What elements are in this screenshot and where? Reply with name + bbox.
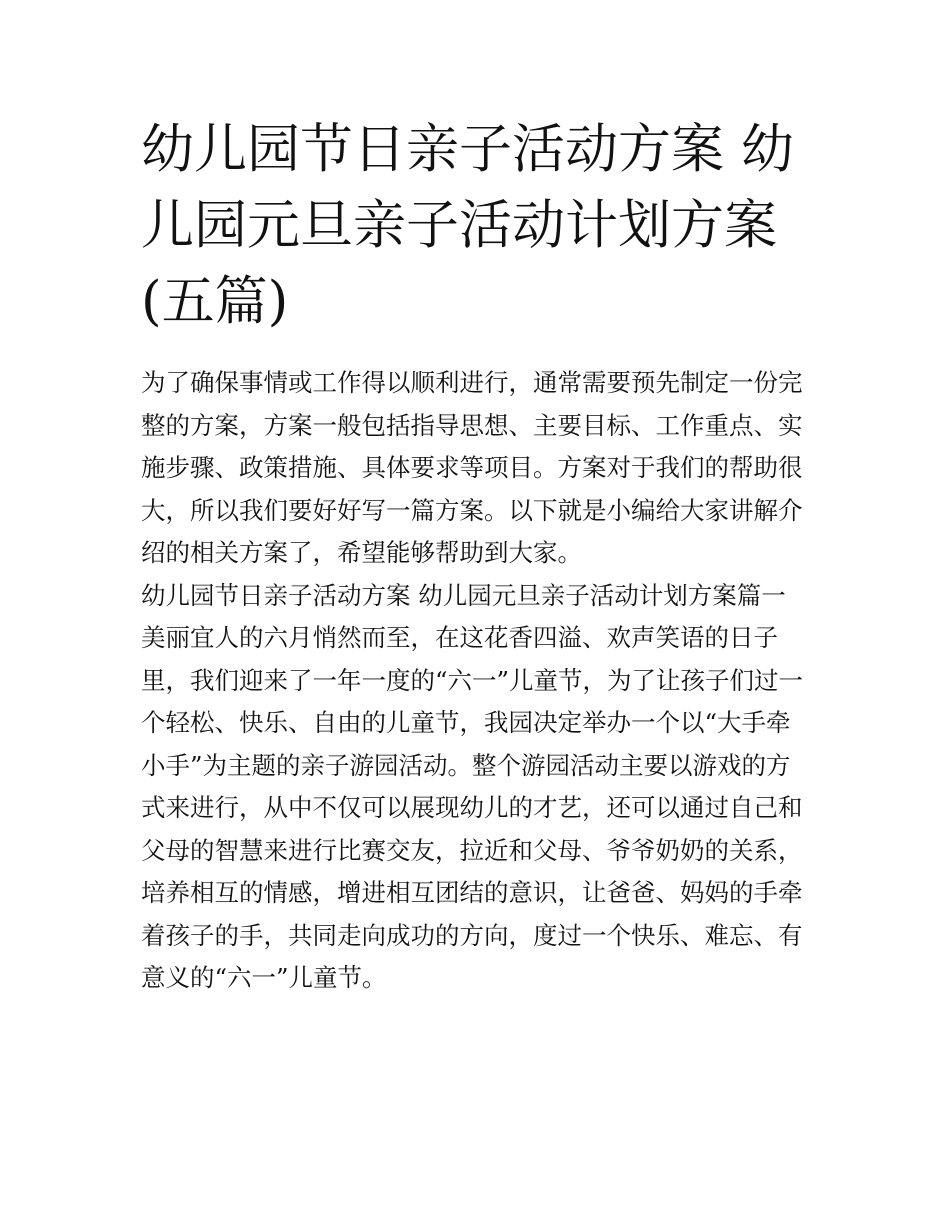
document-body — [141, 112, 811, 1000]
intro-paragraph: 为了确保事情或工作得以顺利进行，通常需要预先制定一份完整的方案，方案一般包括指导思想、主要目标、工作重点、实施步骤、政策措施、具体要求等项目。方案对于我们的帮助很大，所以我们要好好写一篇方案。以下就是小编给大家讲解介绍的相关方案了，希望能够帮助到大家。 — [141, 368, 803, 567]
document-title: 幼儿园节日亲子活动方案 幼儿园元旦亲子活动计划方案(五篇) — [141, 119, 794, 332]
section-heading: 幼儿园节日亲子活动方案 幼儿园元旦亲子活动计划方案篇一 — [141, 580, 786, 610]
body-paragraph: 美丽宜人的六月悄然而至，在这花香四溢、欢声笑语的日子里，我们迎来了一年一度的“六一”儿童节，为了让孩子们过一个轻松、快乐、自由的儿童节，我园决定举办一个以“大手牵小手”为主题的亲子游园活动。整个游园活动主要以游戏的方式来进行，从中不仅可以展现幼儿的才艺，还可以通过自己和父母的智慧来进行比赛交友，拉近和父母、爷爷奶奶的关系，培养相互的情感，增进相互团结的意识，让爸爸、妈妈的手牵着孩子的手，共同走向成功的方向，度过一个快乐、难忘、有意义的“六一”儿童节。 — [141, 623, 804, 992]
